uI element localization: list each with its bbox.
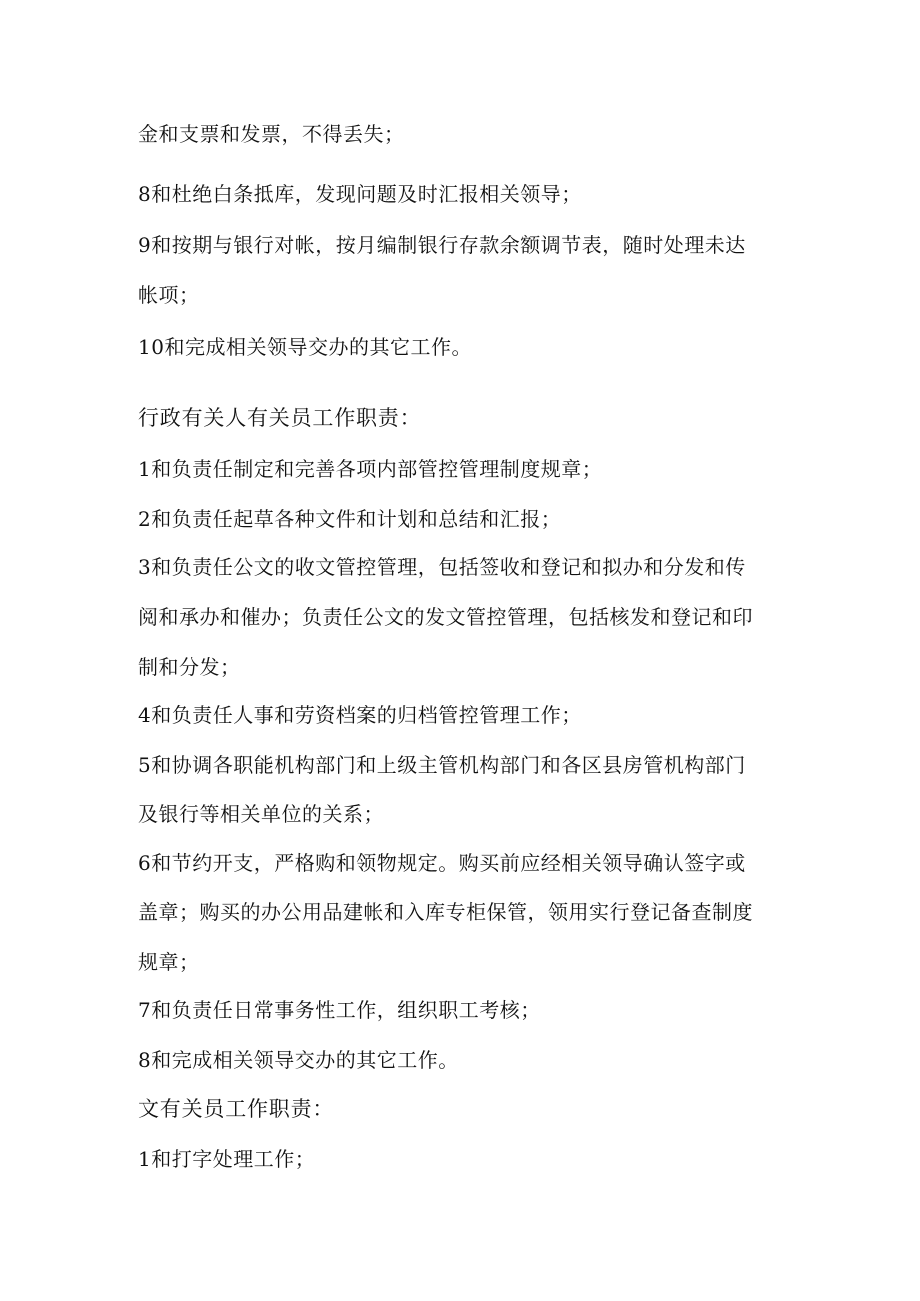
- text-line: 金和支票和发票，不得丢失；: [138, 122, 405, 146]
- text-line: 9和按期与银行对帐，按月编制银行存款余额调节表，随时处理未达: [138, 233, 746, 257]
- text-line: 规章；: [138, 950, 200, 974]
- section-heading: 行政有关人有关员工作职责：: [138, 406, 422, 430]
- text-line: 5和协调各职能机构部门和上级主管机构部门和各区县房管机构部门: [138, 753, 746, 777]
- text-line: 3和负责任公文的收文管控管理，包括签收和登记和拟办和分发和传: [138, 555, 746, 579]
- text-line: 制和分发；: [138, 655, 241, 679]
- section-heading: 文有关员工作职责：: [138, 1097, 335, 1121]
- text-line: 7和负责任日常事务性工作，组织职工考核；: [138, 998, 541, 1022]
- text-line: 1和打字处理工作；: [138, 1147, 316, 1171]
- text-line: 2和负责任起草各种文件和计划和总结和汇报；: [138, 507, 562, 531]
- text-line: 盖章；购买的办公用品建帐和入库专柜保管，领用实行登记备查制度: [138, 900, 753, 924]
- text-line: 及银行等相关单位的关系；: [138, 802, 384, 826]
- text-line: 阅和承办和催办；负责任公文的发文管控管理，包括核发和登记和印: [138, 605, 753, 629]
- text-line: 4和负责任人事和劳资档案的归档管控管理工作；: [138, 703, 582, 727]
- text-line: 8和完成相关领导交办的其它工作。: [138, 1048, 459, 1072]
- text-line: 10和完成相关领导交办的其它工作。: [138, 335, 472, 359]
- text-line: 帐项；: [138, 283, 200, 307]
- text-line: 8和杜绝白条抵库，发现问题及时汇报相关领导；: [138, 182, 582, 206]
- text-line: 6和节约开支，严格购和领物规定。购买前应经相关领导确认签字或: [138, 851, 746, 875]
- text-line: 1和负责任制定和完善各项内部管控管理制度规章；: [138, 457, 603, 481]
